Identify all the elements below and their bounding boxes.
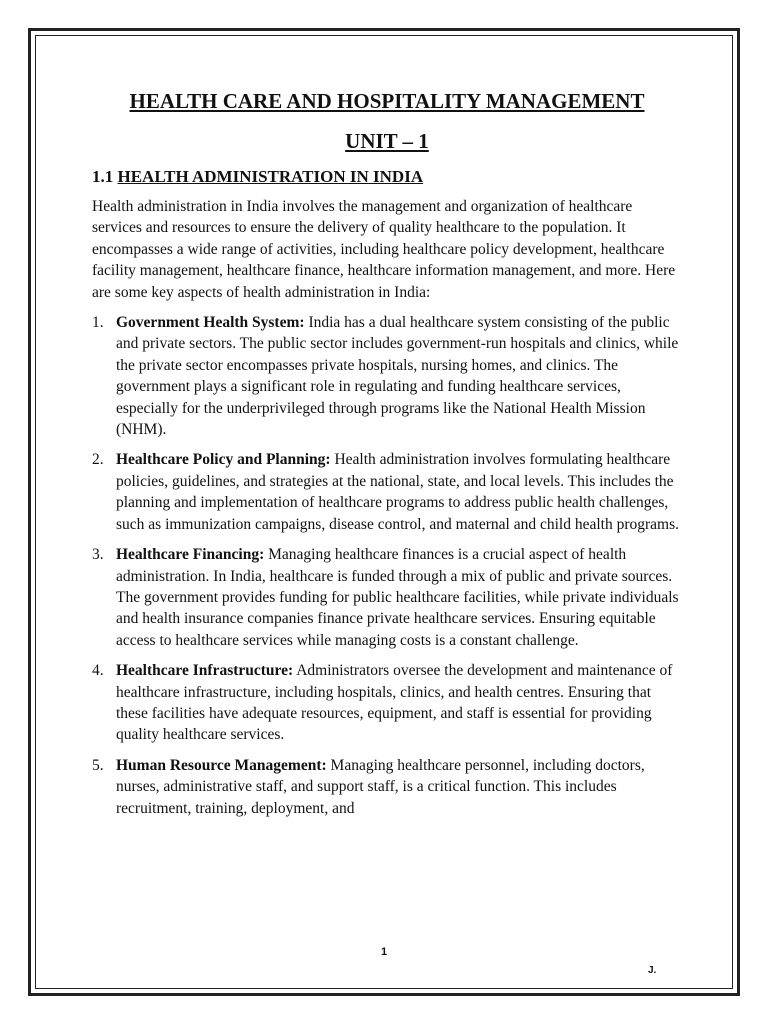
unit-heading: UNIT – 1 xyxy=(345,129,429,153)
section-heading xyxy=(92,160,682,190)
list-item-text: India has a dual healthcare system consisting of the public and private sectors. The public sector includes government-run hospitals and clinics, while the private sector encompasses private hospitals, nursing homes, and clinics. The government plays a significant role in regulating and funding healthcare services, especially for the underprivileged through programs like the National Health Mission (NHM). xyxy=(116,314,679,439)
section-title-text: HEALTH ADMINISTRATION IN INDIA xyxy=(117,167,424,186)
list-item-number: 1. xyxy=(92,314,104,332)
list-item-heading: Healthcare Infrastructure: xyxy=(116,662,294,680)
document-title: HEALTH CARE AND HOSPITALITY MANAGEMENT xyxy=(129,89,645,113)
list-item xyxy=(92,544,682,651)
list-item-text: Administrators oversee the development and maintenance of healthcare infrastructure, including hospitals, clinics, and health centres. Ensuring that these facilities have adequate resources, equipment, and staff is essential for providing quality healthcare services. xyxy=(116,662,673,744)
list-item-text: Managing healthcare personnel, including doctors, nurses, administrative staff, and support staff, is a critical function. This includes recruitment, training, deployment, and xyxy=(116,756,645,817)
list-item xyxy=(92,660,682,746)
list-item-number: 2. xyxy=(92,451,104,469)
list-item-number: 5. xyxy=(92,756,104,774)
list-item-heading: Healthcare Financing: xyxy=(116,546,265,564)
list-item-text: Health administration involves formulating healthcare policies, guidelines, and strategies at the national, state, and local levels. This includes the planning and implementation of healthcare programs to address public health challenges, such as immunization campaigns, disease control, and maternal and child health programs. xyxy=(116,451,680,533)
list-item-heading: Human Resource Management: xyxy=(116,756,327,774)
section-number: 1.1 xyxy=(92,167,118,186)
author-initial: J. xyxy=(648,965,657,976)
list-item xyxy=(92,449,682,535)
list-item-text: Managing healthcare finances is a crucial aspect of health administration. In India, healthcare is funded through a mix of public and private sources. The government provides funding for public healthcare facilities, while private individuals and health insurance companies finance private healthcare services. Ensuring equitable access to healthcare services while managing costs is a constant challenge. xyxy=(116,546,679,649)
page-number: 1 xyxy=(380,946,388,958)
list-item xyxy=(92,755,682,819)
intro-paragraph: Health administration in India involves the management and organization of healthcare services and resources to ensure the delivery of quality healthcare to the population. It encompasses a wide range of activities, including healthcare policy development, healthcare facility management, healthcare finance, healthcare information management, and more. Here are some key aspects of health administration in India: xyxy=(92,198,676,301)
list-item-number: 4. xyxy=(92,662,104,680)
list-item xyxy=(92,312,682,440)
key-aspects-list xyxy=(92,312,682,819)
list-item-number: 3. xyxy=(92,546,104,564)
page-content xyxy=(92,84,682,819)
list-item-heading: Healthcare Policy and Planning: xyxy=(116,451,331,469)
list-item-heading: Government Health System: xyxy=(116,314,305,332)
